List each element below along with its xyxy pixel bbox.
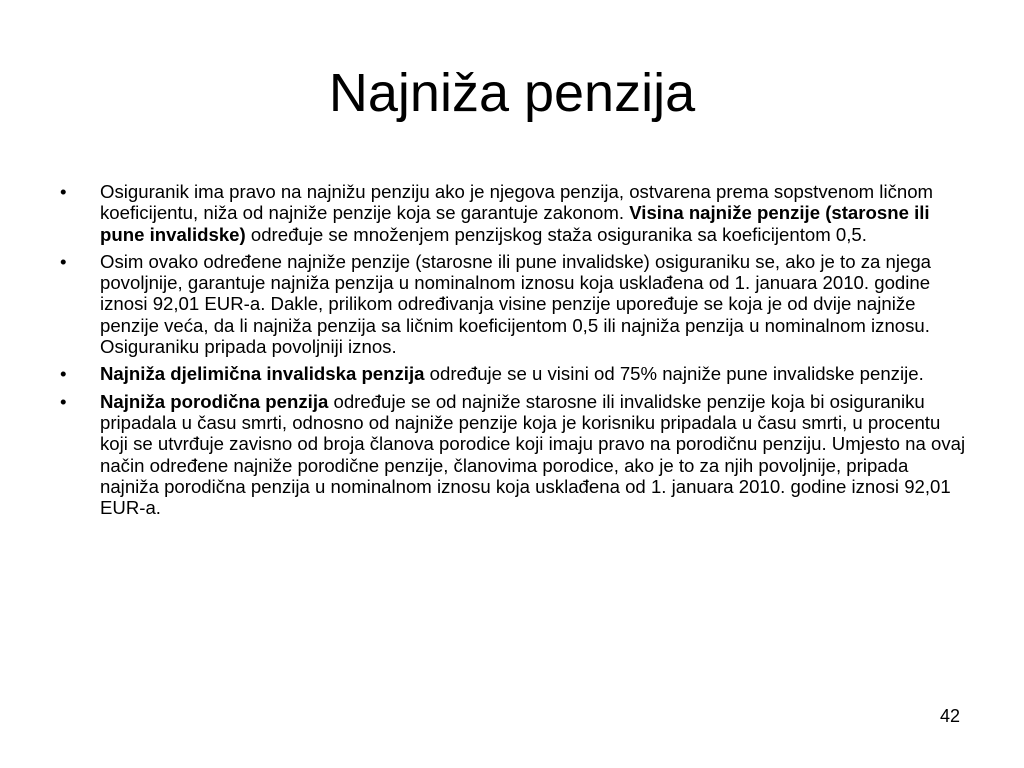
bullet-3-lead-bold: Najniža djelimična invalidska penzija bbox=[100, 363, 425, 385]
bullet-1-text: Osiguranik ima pravo na najnižu penziju ako je njegova penzija, ostvarena prema sopstvenom ličnom koeficijentu, niža od najniže penzije koja se garantuje zakonom. bbox=[100, 181, 934, 224]
bullet-4-text-after: određuje se od najniže starosne ili invalidske penzije koja bi osiguraniku pripadala u času smrti, odnosno od najniže penzije koja je korisniku pripadala u času smrti, u procentu koji se utvrđuje zavisno od broja članova porodice koji imaju pravo na porodičnu penziju. Umjesto na ovaj način određene najniže porodične penzije, članovima porodice, ako je to za njih povoljnije, pripada najniža porodična penzija u nominalnom iznosu koja usklađena od 1. januara 2010. godine iznosi 92,01 EUR-a. bbox=[100, 390, 966, 519]
bullet-1-text-after: određuje se množenjem penzijskog staža osiguranika sa koeficijentom 0,5. bbox=[245, 223, 867, 245]
slide-title: Najniža penzija bbox=[328, 63, 696, 123]
bullet-marker: • bbox=[60, 181, 67, 202]
bullet-marker: • bbox=[60, 363, 67, 385]
bullet-item-2 bbox=[60, 251, 970, 357]
page-number: 42 bbox=[939, 706, 960, 726]
bullet-marker: • bbox=[60, 390, 67, 412]
bullet-3-text-after: određuje se u visini od 75% najniže pune invalidske penzije. bbox=[424, 363, 924, 385]
bullet-item-1 bbox=[60, 181, 970, 245]
bullet-marker: • bbox=[60, 250, 67, 272]
bullet-2-text: Osim ovako određene najniže penzije (starosne ili pune invalidske) osiguraniku se, ako je to za njega povoljnije, garantuje najniža penzija u nominalnom iznosu koja usklađena od 1. januara 2010. godine iznosi 92,01 EUR-a. Dakle, prilikom određivanja visine penzije upoređuje se koja je od dvije najniže penzije veća, da li najniža penzija sa ličnim koeficijentom 0,5 ili najniža penzija u nominalnom iznosu. Osiguraniku pripada povoljniji iznos. bbox=[100, 250, 931, 358]
bullet-list bbox=[60, 181, 970, 524]
bullet-1-bold-text: Visina najniže penzije (starosne ili pune invalidske) bbox=[100, 202, 930, 245]
bullet-item-3 bbox=[60, 363, 970, 384]
bullet-4-lead-bold: Najniža porodična penzija bbox=[100, 390, 329, 412]
bullet-item-4 bbox=[60, 391, 970, 519]
